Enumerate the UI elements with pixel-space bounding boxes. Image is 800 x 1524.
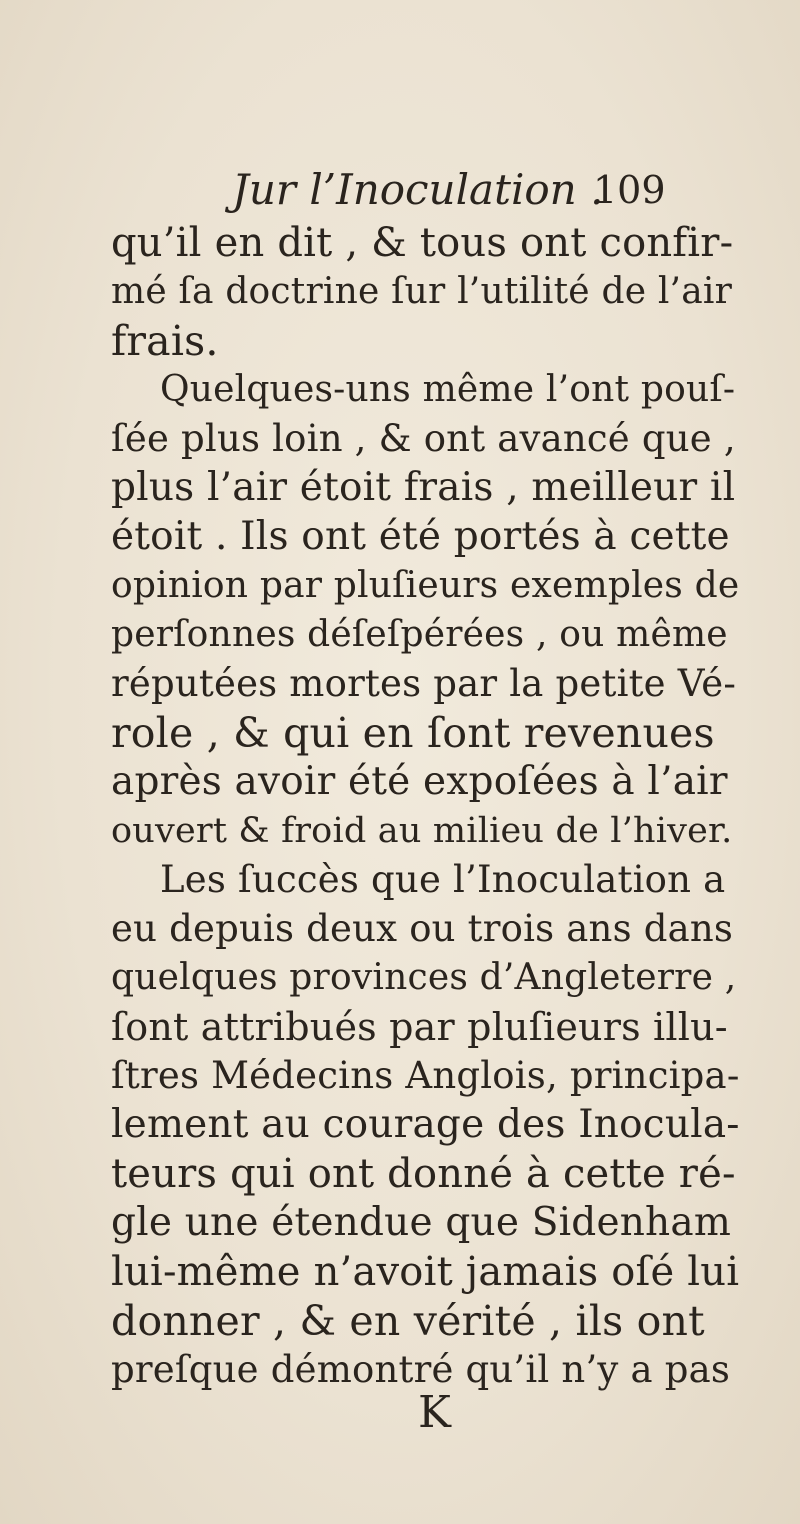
text-line: Quelques-uns même l’ont pouſ-: [160, 369, 736, 410]
text-line: preſque démontré qu’il n’y a pas: [111, 1348, 731, 1391]
text-line: teurs qui ont donné à cette ré-: [111, 1151, 736, 1197]
text-line: réputées mortes par la petite Vé-: [111, 662, 737, 705]
text-line: gle une étendue que Sidenham: [111, 1200, 732, 1245]
text-line: opinion par pluſieurs exemples de: [111, 565, 740, 606]
text-line: lui-même n’avoit jamais oſé lui: [111, 1249, 740, 1295]
text-line: donner , & en vérité , ils ont: [111, 1297, 705, 1345]
text-line: ſtres Médecins Anglois, principa-: [111, 1054, 740, 1097]
text-line: mé ſa doctrine ſur l’utilité de l’air: [111, 271, 732, 312]
text-line: role , & qui en ſont revenues: [111, 709, 715, 757]
text-line: plus l’air étoit frais , meilleur il: [111, 465, 736, 510]
text-line: après avoir été expoſées à l’air: [111, 759, 728, 804]
page-number: 109: [593, 168, 666, 212]
text-line: ſont attribués par pluſieurs illu-: [111, 1005, 728, 1049]
signature-mark: K: [418, 1387, 451, 1438]
text-line: qu’il en dit , & tous ont confir-: [111, 220, 734, 266]
text-line: ſée plus loin , & ont avancé que ,: [111, 417, 736, 460]
text-line: Les ſuccès que l’Inoculation a: [160, 858, 726, 901]
text-line: eu depuis deux ou trois ans dans: [111, 907, 734, 950]
text-line: étoit . Ils ont été portés à cette: [111, 514, 730, 559]
text-line: frais.: [111, 317, 219, 365]
text-line: quelques provinces d’Angleterre ,: [111, 957, 737, 998]
page-header: [0, 160, 800, 220]
text-line: lement au courage des Inocula-: [111, 1102, 740, 1147]
text-line: ouvert & froid au milieu de l’hiver.: [111, 811, 733, 851]
text-line: perſonnes déſeſpérées , ou même: [111, 614, 728, 655]
running-title: Jur l’Inoculation .: [232, 165, 604, 214]
